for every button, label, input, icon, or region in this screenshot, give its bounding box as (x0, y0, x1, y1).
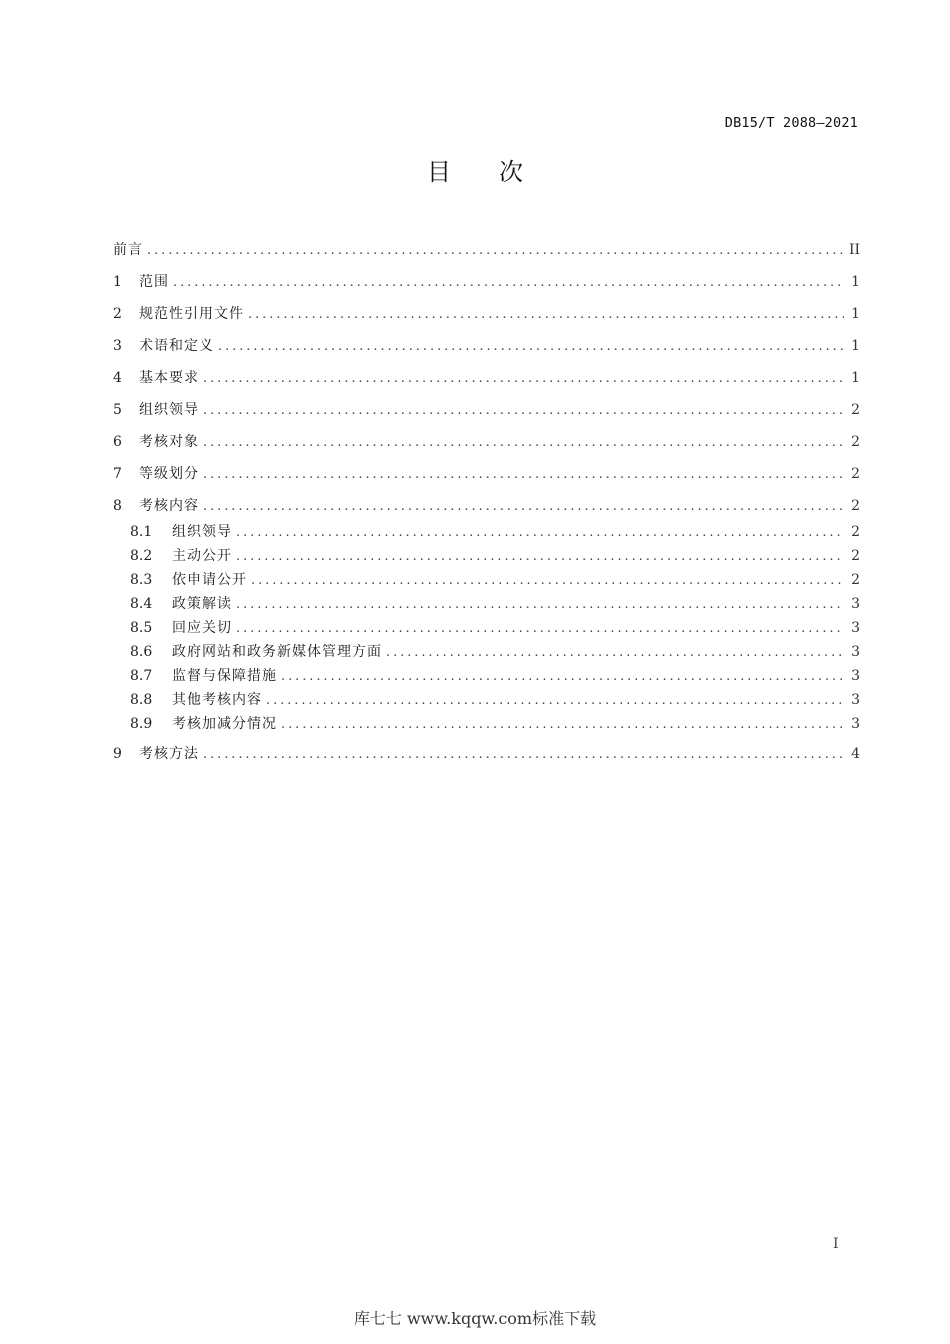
toc-entry-label: 等级划分 (139, 466, 199, 482)
toc-entry-page: 3 (851, 596, 860, 612)
toc-entry-number: 6 (113, 434, 122, 450)
toc-entry-page: 2 (851, 498, 860, 514)
toc-entry-3[interactable] (113, 336, 860, 356)
page-number: I (833, 1236, 839, 1252)
toc-entry-8-1[interactable] (130, 522, 860, 542)
toc-entry-page: 3 (851, 644, 860, 660)
toc-entry-number: 8.2 (130, 548, 153, 564)
toc-entry-label: 考核对象 (139, 434, 199, 450)
toc-entry-label: 政府网站和政务新媒体管理方面 (172, 644, 382, 660)
toc-entry-number: 5 (113, 402, 122, 418)
toc-entry-foreword[interactable] (113, 240, 860, 260)
dot-leader (236, 619, 844, 639)
toc-entry-page: II (848, 242, 860, 258)
dot-leader (386, 643, 844, 663)
dot-leader (203, 745, 844, 765)
dot-leader (147, 241, 843, 261)
toc-entry-number: 8.1 (130, 524, 153, 540)
toc-entry-page: 3 (851, 620, 860, 636)
toc-title-char-2: 次 (499, 158, 523, 186)
toc-entry-label: 依申请公开 (172, 572, 247, 588)
toc-entry-label: 其他考核内容 (172, 692, 262, 708)
toc-entry-page: 1 (851, 338, 860, 354)
document-code: DB15/T 2088—2021 (724, 115, 858, 131)
toc-entry-label: 组织领导 (139, 402, 199, 418)
toc-entry-number: 1 (113, 274, 122, 290)
dot-leader (203, 369, 844, 389)
toc-entry-page: 1 (851, 370, 860, 386)
toc-entry-number: 8.4 (130, 596, 153, 612)
toc-entry-9[interactable] (113, 744, 860, 764)
toc-entry-label: 回应关切 (172, 620, 232, 636)
toc-entry-label: 政策解读 (172, 596, 232, 612)
toc-entry-5[interactable] (113, 400, 860, 420)
toc-entry-label: 规范性引用文件 (139, 306, 244, 322)
toc-entry-page: 3 (851, 716, 860, 732)
dot-leader (248, 305, 844, 325)
dot-leader (236, 523, 844, 543)
toc-entry-number: 8.5 (130, 620, 153, 636)
toc-entry-label: 前言 (113, 242, 143, 258)
toc-entry-page: 2 (851, 466, 860, 482)
toc-entry-label: 考核内容 (139, 498, 199, 514)
toc-entry-number: 8 (113, 498, 122, 514)
toc-entry-8-9[interactable] (130, 714, 860, 734)
toc-entry-label: 组织领导 (172, 524, 232, 540)
toc-entry-8[interactable] (113, 496, 860, 516)
dot-leader (203, 433, 844, 453)
dot-leader (203, 465, 844, 485)
toc-entry-8-8[interactable] (130, 690, 860, 710)
toc-entry-8-3[interactable] (130, 570, 860, 590)
toc-entry-page: 2 (851, 548, 860, 564)
toc-entry-number: 8.8 (130, 692, 153, 708)
toc-entry-label: 监督与保障措施 (172, 668, 277, 684)
dot-leader (173, 273, 844, 293)
toc-entry-number: 2 (113, 306, 122, 322)
toc-entry-2[interactable] (113, 304, 860, 324)
toc-entry-number: 4 (113, 370, 122, 386)
toc-title (0, 152, 950, 187)
toc-entry-1[interactable] (113, 272, 860, 292)
toc-entry-label: 主动公开 (172, 548, 232, 564)
watermark-text: 库七七 www.kqqw.com标准下载 (353, 1309, 597, 1328)
toc-entry-8-6[interactable] (130, 642, 860, 662)
toc-entry-8-5[interactable] (130, 618, 860, 638)
toc-entry-4[interactable] (113, 368, 860, 388)
dot-leader (266, 691, 844, 711)
toc-entry-number: 8.3 (130, 572, 153, 588)
toc-entry-number: 8.7 (130, 668, 153, 684)
toc-entry-label: 基本要求 (139, 370, 199, 386)
toc-entry-page: 2 (851, 434, 860, 450)
toc-entry-8-4[interactable] (130, 594, 860, 614)
dot-leader (281, 667, 844, 687)
toc-entry-page: 2 (851, 402, 860, 418)
toc-entry-number: 8.6 (130, 644, 153, 660)
toc-entry-number: 9 (113, 746, 122, 762)
toc-entry-page: 2 (851, 524, 860, 540)
toc-entry-number: 8.9 (130, 716, 153, 732)
toc-entry-6[interactable] (113, 432, 860, 452)
toc-entry-label: 范围 (139, 274, 169, 290)
toc-entry-number: 3 (113, 338, 122, 354)
toc-entry-page: 4 (851, 746, 860, 762)
toc-entry-label: 考核加减分情况 (172, 716, 277, 732)
toc-entry-number: 7 (113, 466, 122, 482)
toc-entry-7[interactable] (113, 464, 860, 484)
dot-leader (218, 337, 844, 357)
toc-entry-8-7[interactable] (130, 666, 860, 686)
dot-leader (203, 497, 844, 517)
toc-title-char-1: 目 (427, 158, 451, 186)
toc-entry-page: 1 (851, 274, 860, 290)
toc-entry-label: 术语和定义 (139, 338, 214, 354)
dot-leader (281, 715, 844, 735)
dot-leader (203, 401, 844, 421)
dot-leader (251, 571, 844, 591)
dot-leader (236, 595, 844, 615)
toc-entry-label: 考核方法 (139, 746, 199, 762)
dot-leader (236, 547, 844, 567)
toc-entry-page: 3 (851, 692, 860, 708)
toc-entry-8-2[interactable] (130, 546, 860, 566)
toc-entry-page: 1 (851, 306, 860, 322)
toc-entry-page: 3 (851, 668, 860, 684)
toc-entry-page: 2 (851, 572, 860, 588)
